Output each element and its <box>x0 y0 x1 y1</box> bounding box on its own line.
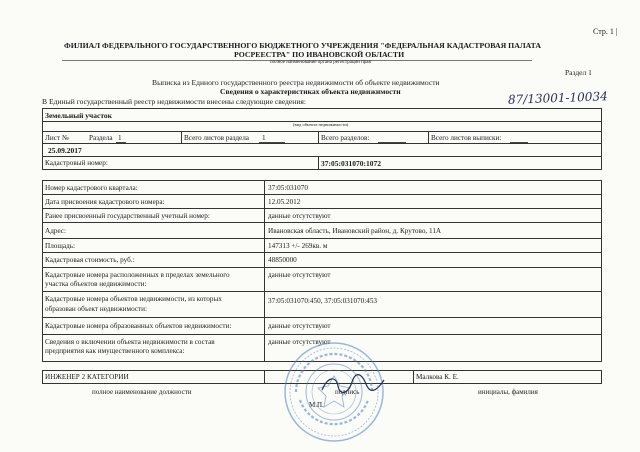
signature-scribble-icon <box>318 372 388 396</box>
table-row-label-cont: образован объект недвижимости: <box>45 305 148 313</box>
signer-position: ИНЖЕНЕР 2 КАТЕГОРИИ <box>45 373 129 381</box>
table-row-label: Сведения о включении объекта недвижимости в состав <box>45 338 215 346</box>
total-sheets-section-label: Всего листов раздела <box>184 134 249 142</box>
table-row-value: 12.05.2012 <box>268 198 301 206</box>
document-subtitle: Сведения о характеристиках объекта недвижимости <box>220 87 401 96</box>
section-no: 1 <box>118 134 122 142</box>
name-caption: инициалы, фамилия <box>478 388 538 396</box>
area-value: 147313 +/- 269кв. м <box>268 242 328 250</box>
table-row-label: Кадастровые номера расположенных в пределах земельного <box>45 271 230 279</box>
sheet-label: Лист № <box>45 134 69 142</box>
total-sections-label: Всего разделов: <box>321 134 370 142</box>
signer-name: Малкова К. Е. <box>416 373 459 381</box>
org-name-line2: РОСРЕЕСТРА" ПО ИВАНОВСКОЙ ОБЛАСТИ <box>234 50 405 59</box>
object-type-caption: (вид объекта недвижимости) <box>293 122 349 127</box>
position-caption: полное наименование должности <box>92 388 192 396</box>
cadastral-number-label: Кадастровый номер: <box>45 159 108 167</box>
section-no-label: Раздела <box>89 134 113 142</box>
table-row-value: данные отсутствуют <box>268 212 331 220</box>
table-row-label: Кадастровые номера образованных объектов недвижимости: <box>45 322 232 330</box>
intro-text: В Единый государственный реестр недвижимости внесены следующие сведения: <box>42 97 306 106</box>
table-row-label: Адрес: <box>45 227 66 235</box>
org-name-line1: ФИЛИАЛ ФЕДЕРАЛЬНОГО ГОСУДАРСТВЕННОГО БЮДЖЕТНОГО УЧРЕЖДЕНИЯ "ФЕДЕРАЛЬНАЯ КАДАСТРОВАЯ ПАЛАТА <box>64 41 542 50</box>
table-row-label: Площадь: <box>45 242 76 250</box>
address-value: Ивановская область, Ивановский район, д. Крутово, 11А <box>268 227 442 235</box>
extract-date: 25.09.2017 <box>48 146 82 155</box>
signature-caption: подпись <box>335 388 360 396</box>
cadastral-value: 48850000 <box>268 256 297 264</box>
object-type: Земельный участок <box>45 111 112 120</box>
org-caption: полное наименование органа регистрации прав <box>270 60 371 65</box>
table-row-label-cont: предприятия как имущественного комплекса: <box>45 347 185 355</box>
stamp-place-label: М.П. <box>309 401 324 409</box>
table-row-value: данные отсутствуют <box>268 338 331 346</box>
table-row-value: 37:05:031070 <box>268 184 308 192</box>
document-title: Выписка из Единого государственного реестра недвижимости об объекте недвижимости <box>152 78 440 87</box>
page-number: Стр. 1 | <box>593 27 618 36</box>
table-row-value: данные отсутствуют <box>268 271 331 279</box>
total-sheets-label: Всего листов выписки: <box>431 134 502 142</box>
table-row-label: Номер кадастрового квартала: <box>45 184 138 192</box>
table-row-label: Кадастровая стоимость, руб.: <box>45 256 135 264</box>
table-row-label: Ранее присвоенный государственный учетный номер: <box>45 212 210 220</box>
section-label: Раздел 1 <box>565 68 592 77</box>
table-row-value: 37:05:031070:450, 37:05:031070:453 <box>268 297 378 305</box>
table-row-label: Дата присвоения кадастрового номера: <box>45 198 165 206</box>
table-row-label: Кадастровые номера объектов недвижимости, из которых <box>45 295 222 303</box>
table-row-value: данные отсутствуют <box>268 322 331 330</box>
cadastral-number: 37:05:031070:1072 <box>321 159 381 168</box>
table-row-label-cont: участка объектов недвижимости: <box>45 280 147 288</box>
handwritten-number: 87/13001-10034 <box>507 89 608 107</box>
total-sheets-section: 1 <box>262 134 266 142</box>
